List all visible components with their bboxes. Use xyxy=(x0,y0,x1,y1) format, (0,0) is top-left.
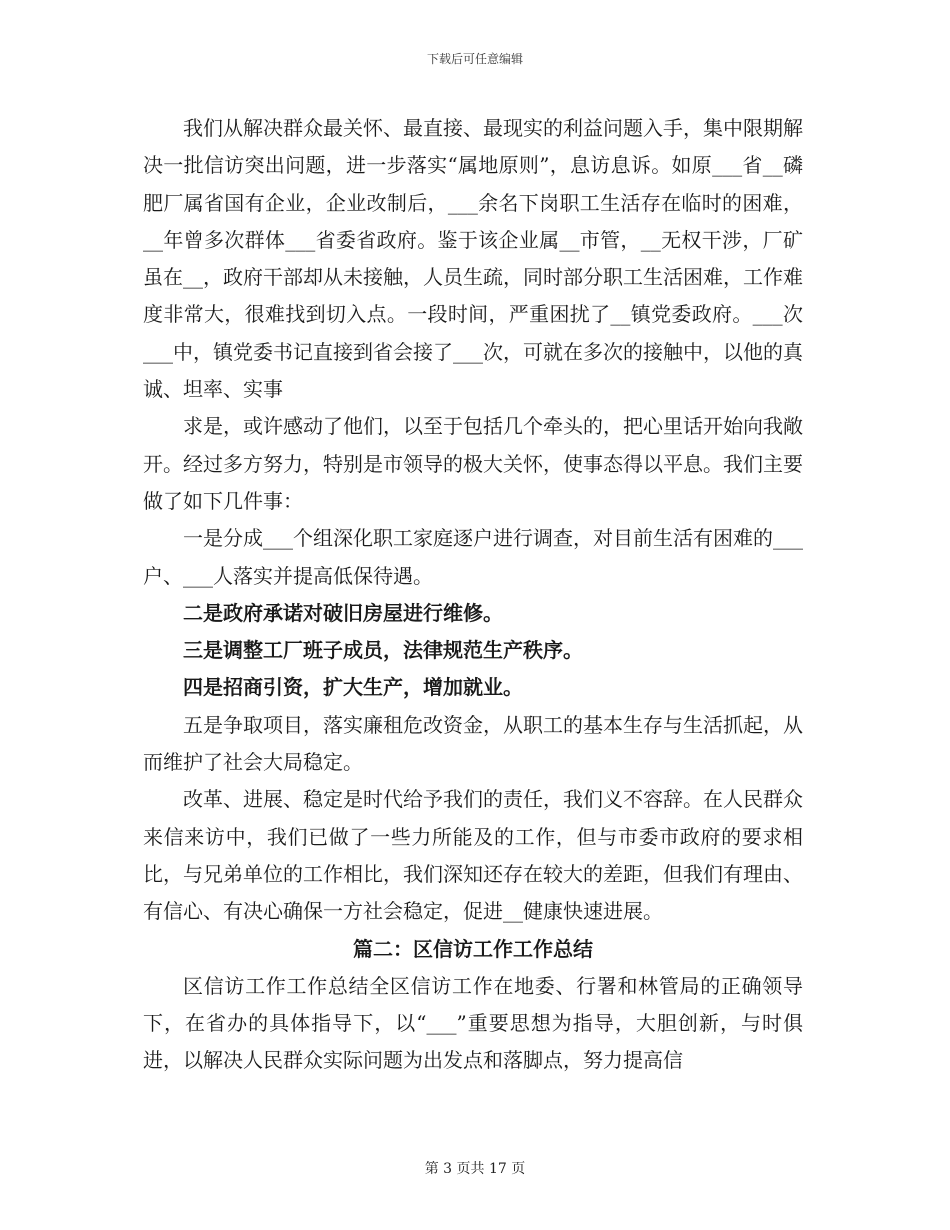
page-number: 第 3 页共 17 页 xyxy=(424,1161,526,1177)
paragraph-5-bold: 三是调整工厂班子成员，法律规范生产秩序。 xyxy=(183,638,583,663)
document-body xyxy=(143,110,803,1080)
paragraph-4-bold: 二是政府承诺对破旧房屋进行维修。 xyxy=(183,600,503,625)
paragraph-6-bold: 四是招商引资，扩大生产，增加就业。 xyxy=(183,675,523,700)
paragraph-7: 五是争取项目，落实廉租危改资金，从职工的基本生存与生活抓起，从而维护了社会大局稳定。 xyxy=(143,712,803,775)
page-header-note: 下载后可任意编辑 xyxy=(426,52,523,66)
section-paragraph: 区信访工作工作总结全区信访工作在地委、行署和林管局的正确领导下，在省办的具体指导下，以“___”重要思想为指导，大胆创新，与时俱进，以解决人民群众实际问题为出发点和落脚点，努力提高信 xyxy=(143,973,803,1073)
paragraph-1: 我们从解决群众最关怀、最直接、最现实的利益问题入手，集中限期解决一批信访突出问题，进一步落实“属地原则”，息访息诉。如原___省__磷肥厂属省国有企业，企业改制后，___余名下岗职工生活存在临时的困难，__年曾多次群体___省委省政府。鉴于该企业属__市管，__无权干涉，厂矿虽在__，政府干部却从未接触，人员生疏，同时部分职工生活困难，工作难度非常大，很难找到切入点。一段时间，严重困扰了__镇党委政府。___次___中，镇党委书记直接到省会接了___次，可就在多次的接触中，以他的真诚、坦率、实事 xyxy=(143,116,803,402)
paragraph-8: 改革、进展、稳定是时代给予我们的责任，我们义不容辞。在人民群众来信来访中，我们已做了一些力所能及的工作，但与市委市政府的要求相比，与兄弟单位的工作相比，我们深知还存在较大的差距，但我们有理由、有信心、有决心确保一方社会稳定，促进__健康快速进展。 xyxy=(143,787,803,924)
paragraph-3: 一是分成___个组深化职工家庭逐户进行调查，对目前生活有困难的___户、___人落实并提高低保待遇。 xyxy=(143,526,803,588)
section-title: 篇二：区信访工作工作总结 xyxy=(353,936,593,961)
paragraph-2: 求是，或许感动了他们，以至于包括几个牵头的，把心里话开始向我敞开。经过多方努力，特别是市领导的极大关怀，使事态得以平息。我们主要做了如下几件事： xyxy=(143,414,803,513)
